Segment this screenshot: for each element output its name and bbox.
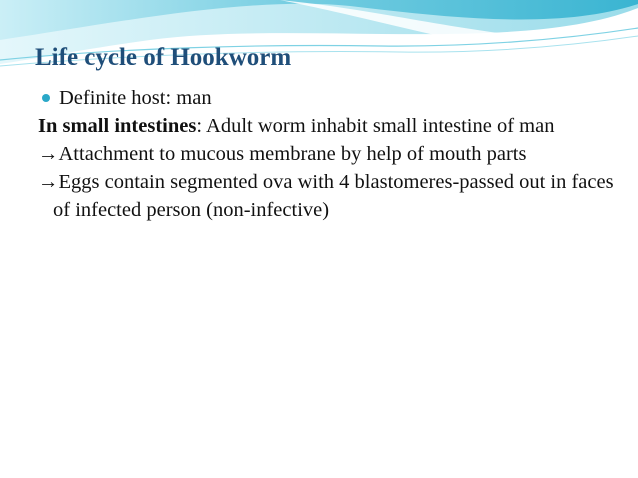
paragraph-heading: In small intestines [38,115,197,137]
slide-body [38,84,618,224]
arrow-right-icon: → [38,143,59,165]
paragraph-small-intestines [38,112,618,140]
paragraph-text: Eggs contain segmented ova with 4 blastomeres-passed out in faces of infected person (non-infective) [53,171,614,221]
bullet-text: Definite host: man [59,87,212,109]
paragraph-eggs [38,168,618,224]
paragraph-text: Attachment to mucous membrane by help of mouth parts [58,143,527,165]
paragraph-text: : Adult worm inhabit small intestine of man [196,115,555,137]
bullet-dot-icon [42,94,50,102]
paragraph-attachment [38,140,618,168]
slide-title: Life cycle of Hookworm [35,44,292,71]
bullet-item-definite-host [38,84,618,112]
arrow-right-icon: → [38,171,59,193]
